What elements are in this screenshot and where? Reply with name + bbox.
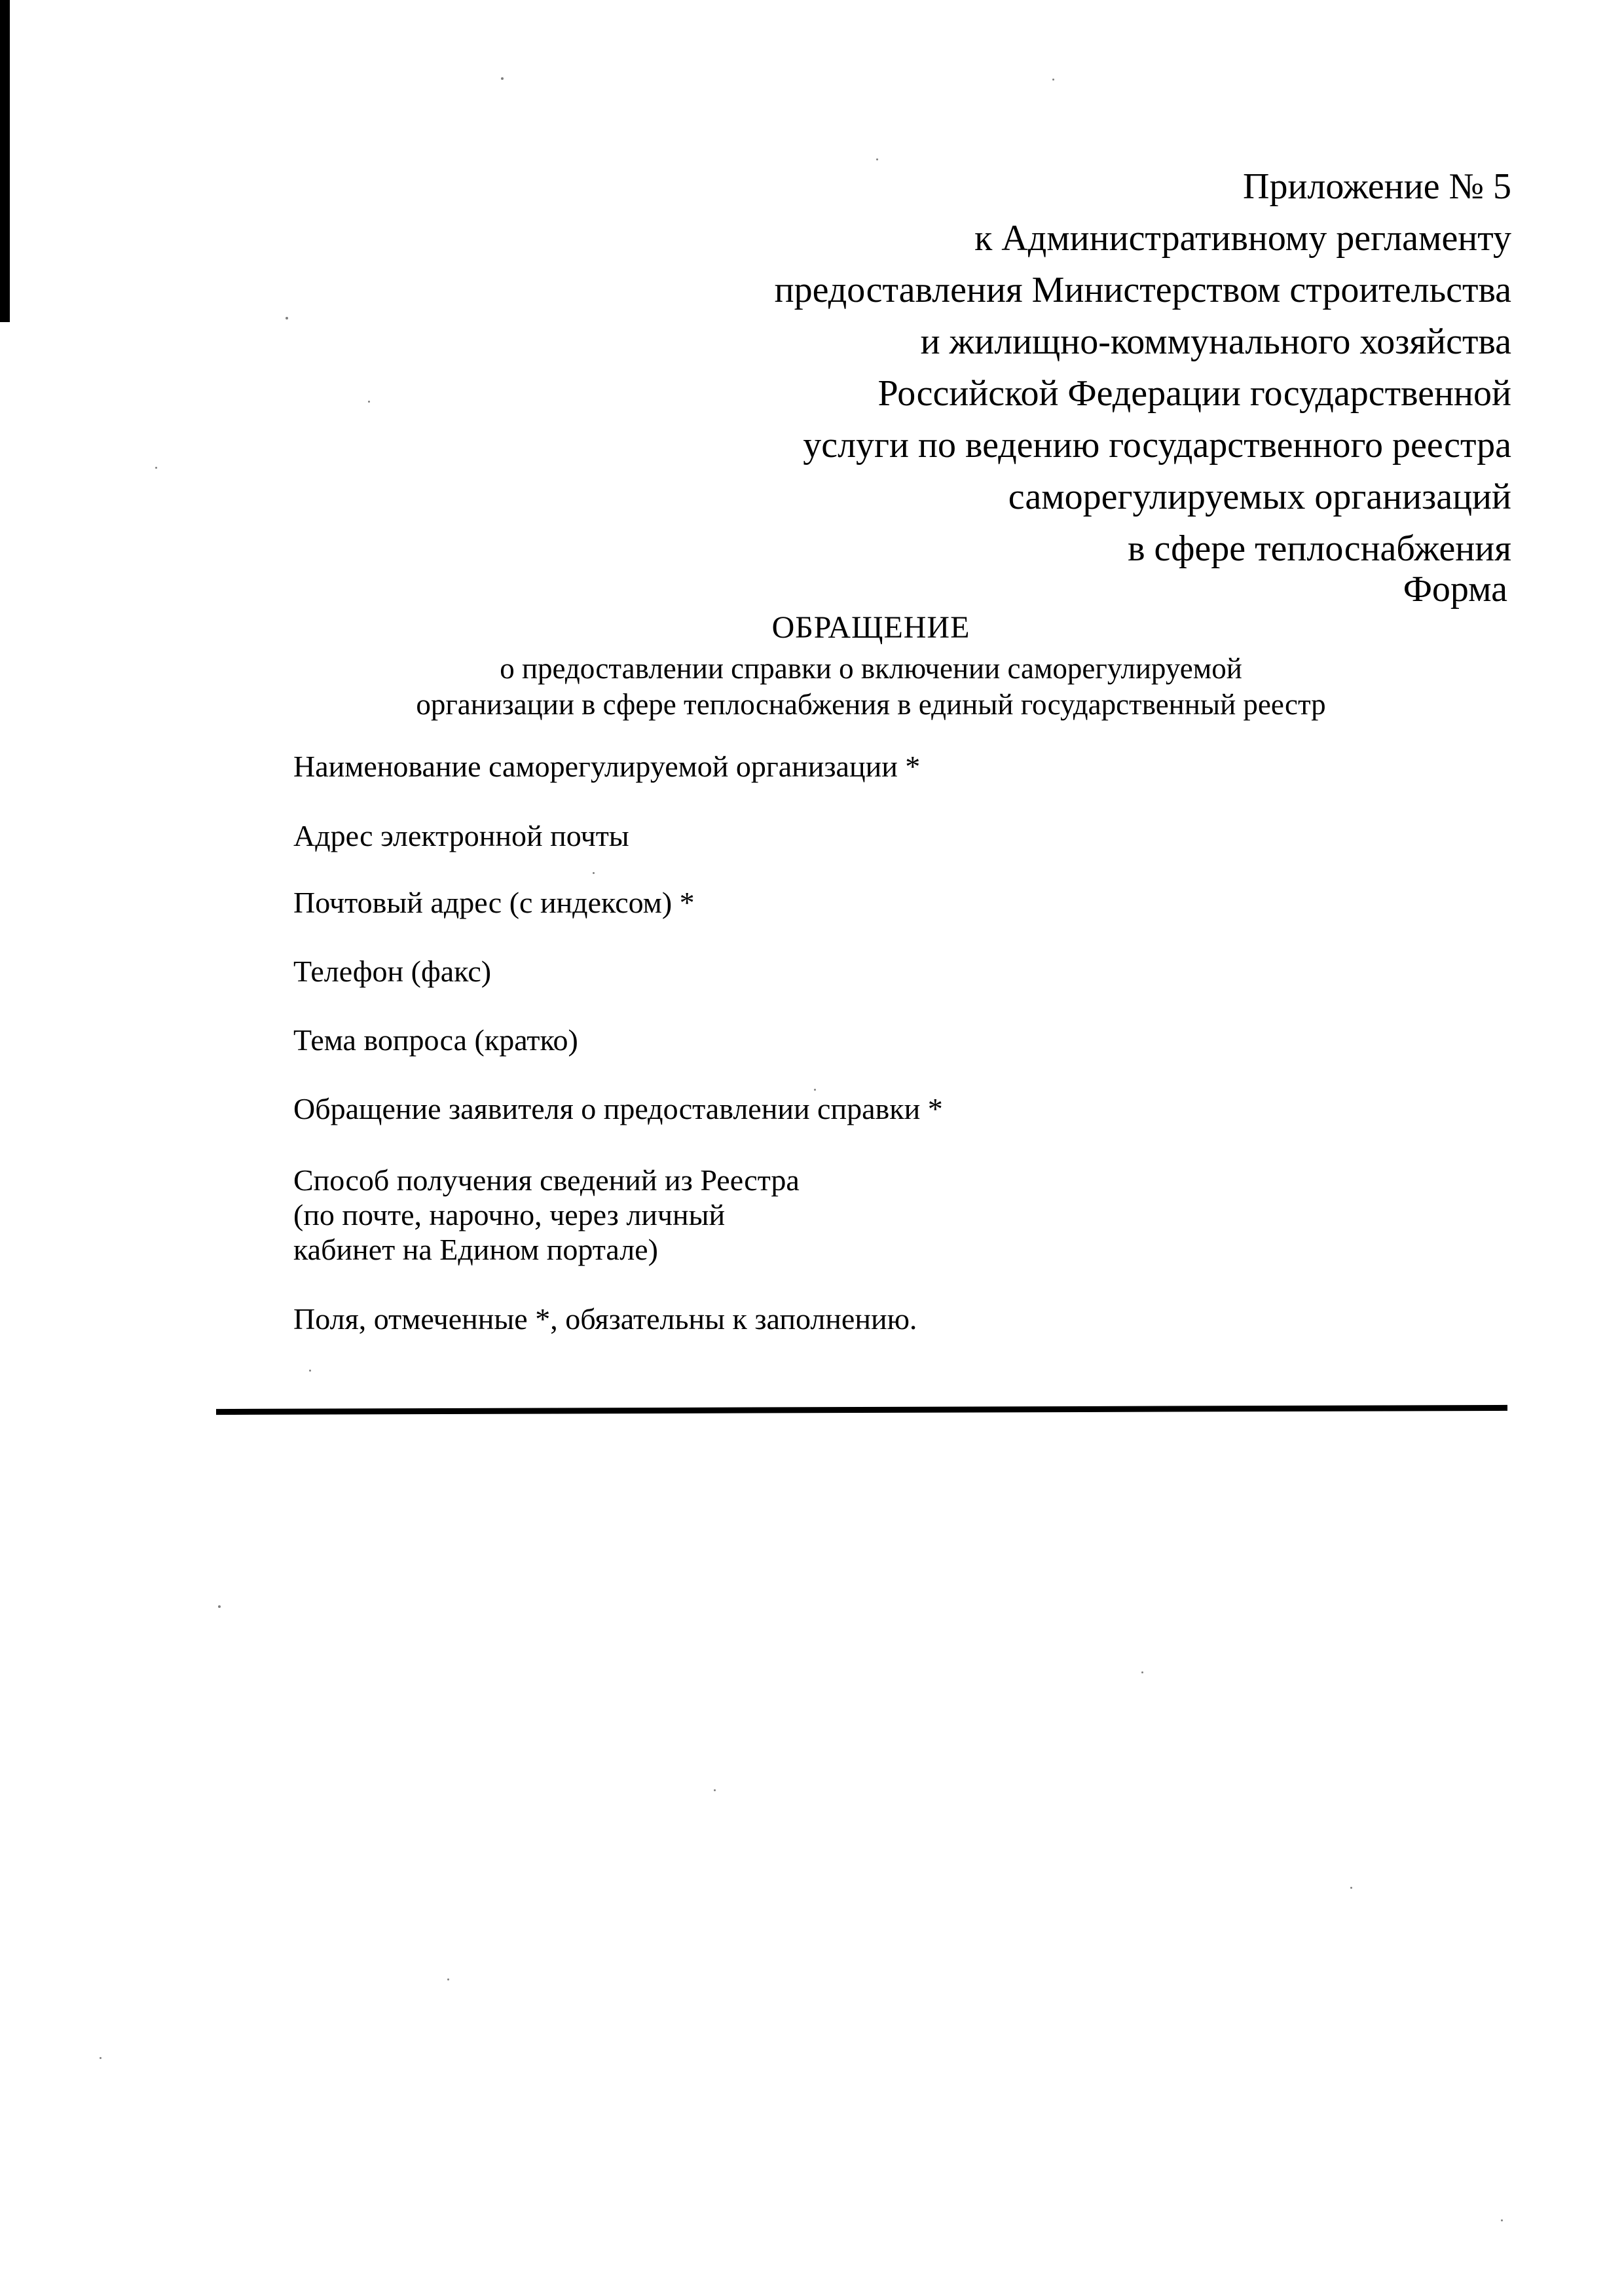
appendix-reference-line: к Административному регламенту [974,218,1511,259]
field-label-postal-address: Почтовый адрес (с индексом) * [293,886,695,919]
field-label-delivery-method-line: кабинет на Едином портале) [293,1233,658,1266]
appendix-reference-line: Приложение № 5 [1243,166,1511,207]
horizontal-rule [216,1405,1507,1415]
field-label-question-topic: Тема вопроса (кратко) [293,1023,578,1057]
required-fields-note: Поля, отмеченные *, обязательны к заполнению. [293,1302,917,1336]
appendix-reference-line: предоставления Министерством строительства [774,270,1511,310]
form-type-label: Форма [1403,569,1507,610]
appendix-reference-block [775,161,1511,575]
scan-artifact-bar [0,0,10,322]
document-subtitle-line: о предоставлении справки о включении саморегулируемой [500,652,1242,685]
field-label-email: Адрес электронной почты [293,819,629,852]
field-label-organization-name: Наименование саморегулируемой организации * [293,750,921,783]
field-label-delivery-method-line: Способ получения сведений из Реестра [293,1163,800,1197]
field-label-delivery-method [293,1163,800,1267]
appendix-reference-line: услуги по ведению государственного реестра [803,425,1511,465]
field-label-phone-fax: Телефон (факс) [293,955,492,988]
field-label-delivery-method-line: (по почте, нарочно, через личный [293,1198,726,1231]
document-title: ОБРАЩЕНИЕ [771,610,970,645]
appendix-reference-line: Российской Федерации государственной [877,373,1511,414]
appendix-reference-line: в сфере теплоснабжения [1128,528,1511,569]
appendix-reference-line: саморегулируемых организаций [1008,477,1511,517]
document-subtitle-line: организации в сфере теплоснабжения в единый государственный реестр [416,688,1326,721]
appendix-reference-line: и жилищно-коммунального хозяйства [920,321,1511,362]
field-label-applicant-request: Обращение заявителя о предоставлении справки * [293,1092,943,1125]
document-subtitle [293,651,1449,723]
